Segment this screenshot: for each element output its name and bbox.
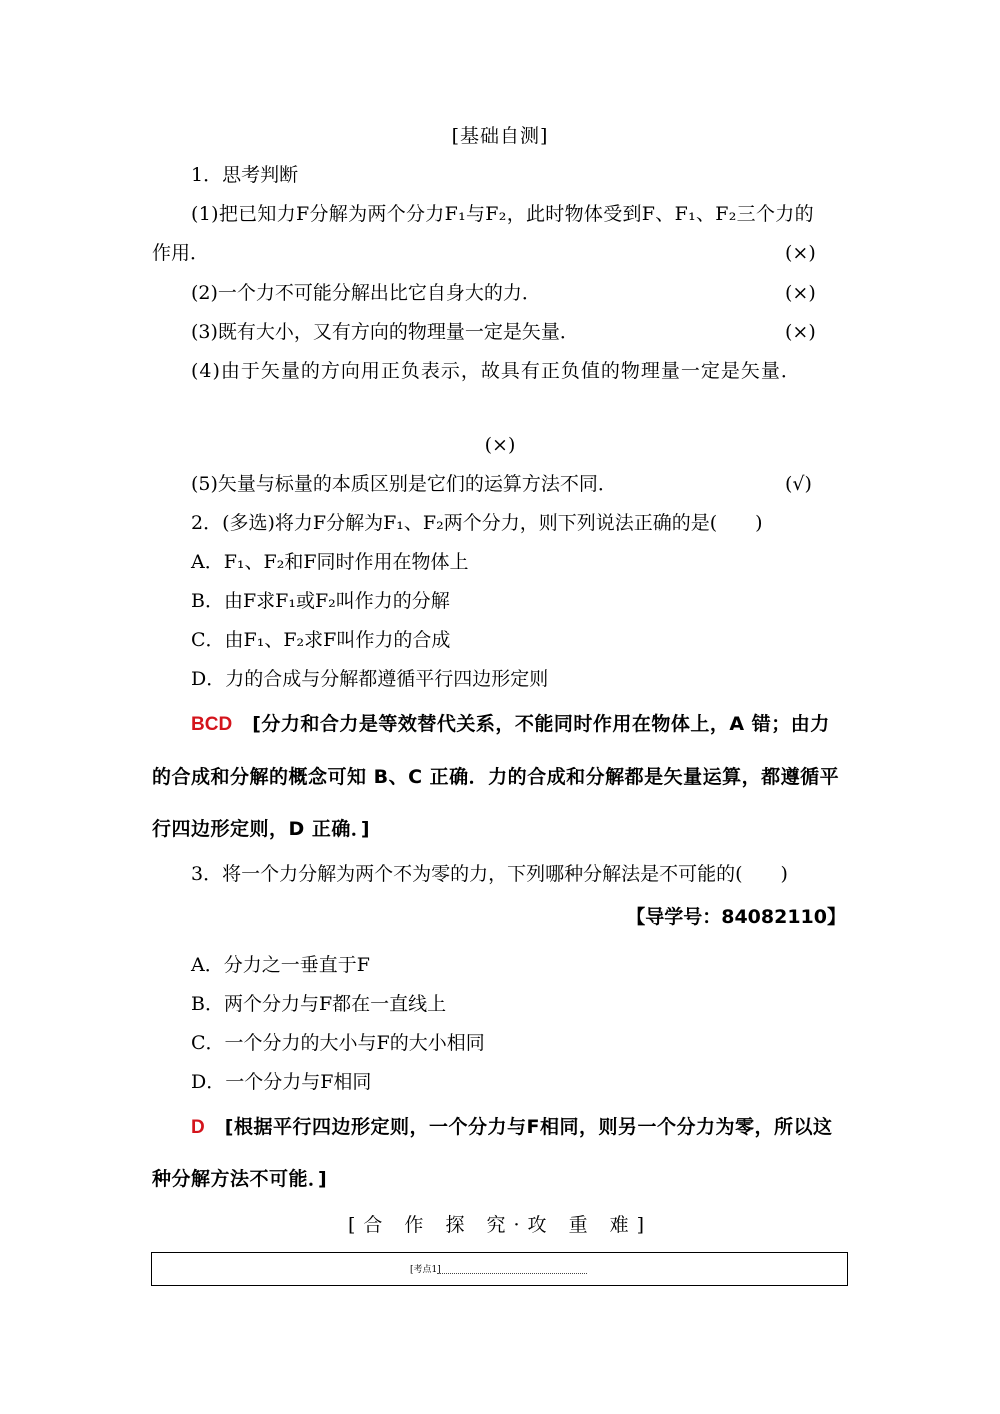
section-heading-self-test: [基础自测] xyxy=(451,125,549,147)
q1-statement-2: (2)一个力不可能分解出比它自身大的力． xyxy=(191,282,541,304)
q1-statement-4: (4)由于矢量的方向用正负表示，故具有正负值的物理量一定是矢量． xyxy=(191,360,801,382)
q1-statement-4-mark: (×) xyxy=(484,434,516,456)
q3-explanation-line1 xyxy=(191,1114,832,1141)
q1-statement-1-line1: (1)把已知力F分解为两个分力F₁与F₂，此时物体受到F、F₁、F₂三个力的 xyxy=(191,203,814,225)
q2-explanation-line1 xyxy=(191,711,830,738)
q2-answer-key: BCD xyxy=(191,714,233,735)
q3-answer-key: D xyxy=(191,1117,205,1138)
q1-statement-5-mark: (√) xyxy=(785,473,812,495)
q1-statement-3-mark: (×) xyxy=(785,321,816,343)
topic-box-dotted-rule xyxy=(437,1273,587,1274)
q3-stem: 3．将一个力分解为两个不为零的力，下列哪种分解法是不可能的( ) xyxy=(191,863,788,885)
q3-option-d: D．一个分力与F相同 xyxy=(191,1071,372,1093)
q2-option-b: B．由F求F₁或F₂叫作力的分解 xyxy=(191,590,450,612)
q2-stem: 2．(多选)将力F分解为F₁、F₂两个分力，则下列说法正确的是( ) xyxy=(191,512,763,534)
q1-title: 1．思考判断 xyxy=(191,164,299,186)
q2-option-d: D．力的合成与分解都遵循平行四边形定则 xyxy=(191,668,549,690)
q2-option-a: A．F₁、F₂和F同时作用在物体上 xyxy=(191,551,469,573)
section-heading-cooperative-inquiry: [合 作 探 究·攻 重 难] xyxy=(347,1214,653,1236)
q3-guide-number: 【导学号：84082110】 xyxy=(626,906,846,928)
q2-option-c: C．由F₁、F₂求F叫作力的合成 xyxy=(191,629,451,651)
q3-option-b: B．两个分力与F都在一直线上 xyxy=(191,993,447,1015)
topic-box xyxy=(151,1252,848,1286)
q1-statement-2-mark: (×) xyxy=(785,282,816,304)
q1-statement-3: (3)既有大小，又有方向的物理量一定是矢量． xyxy=(191,321,579,343)
q1-statement-1-mark: (×) xyxy=(785,242,816,264)
topic-box-label: [考点1] xyxy=(410,1265,441,1275)
q3-option-a: A．分力之一垂直于F xyxy=(191,954,370,976)
q1-statement-1-line2: 作用． xyxy=(152,242,210,264)
q2-explanation-text-1: [分力和合力是等效替代关系，不能同时作用在物体上，A 错；由力 xyxy=(252,713,830,735)
q2-explanation-line2: 的合成和分解的概念可知 B、C 正确．力的合成和分解都是矢量运算，都遵循平 xyxy=(152,766,840,788)
q3-explanation-line2: 种分解方法不可能．] xyxy=(152,1168,328,1190)
q3-explanation-text-1: [根据平行四边形定则，一个分力与F相同，则另一个分力为零，所以这 xyxy=(224,1116,833,1138)
q2-explanation-line3: 行四边形定则，D 正确．] xyxy=(152,818,371,840)
q3-option-c: C．一个分力的大小与F的大小相同 xyxy=(191,1032,485,1054)
q1-statement-5: (5)矢量与标量的本质区别是它们的运算方法不同． xyxy=(191,473,617,495)
